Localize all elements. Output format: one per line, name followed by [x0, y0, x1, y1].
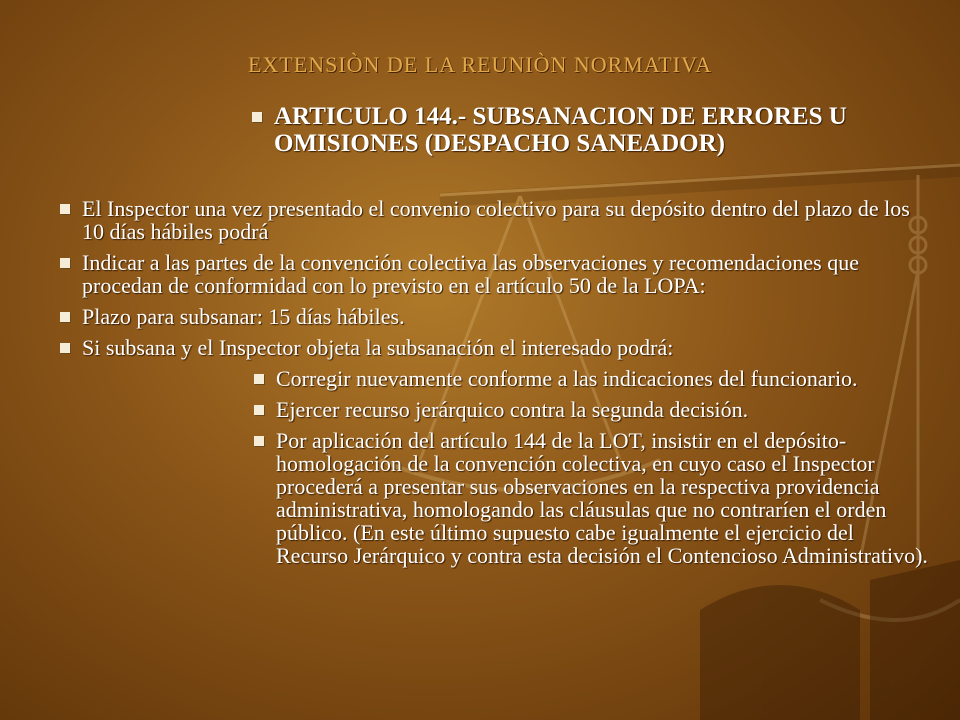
square-bullet-icon	[254, 374, 264, 384]
square-bullet-icon	[60, 343, 70, 353]
list-item-text: Plazo para subsanar: 15 días hábiles.	[82, 304, 405, 329]
square-bullet-icon	[60, 204, 70, 214]
list-item-text: Si subsana y el Inspector objeta la subsanación el interesado podrá:	[82, 335, 674, 360]
sub-list-item	[252, 398, 928, 421]
square-bullet-icon	[254, 405, 264, 415]
sub-list-item	[252, 429, 928, 567]
square-bullet-icon	[60, 258, 70, 268]
list-item-text: El Inspector una vez presentado el convenio colectivo para su depósito dentro del plazo de los 10 días hábiles podrá	[82, 196, 910, 244]
square-bullet-icon	[60, 312, 70, 322]
square-bullet-icon	[252, 112, 262, 122]
sub-list-item-text: Ejercer recurso jerárquico contra la segunda decisión.	[276, 397, 749, 422]
section-heading	[250, 103, 930, 157]
list-item	[58, 305, 928, 328]
heading-text: ARTICULO 144.- SUBSANACION DE ERRORES U OMISIONES (DESPACHO SANEADOR)	[274, 103, 847, 157]
list-item-text: Indicar a las partes de la convención colectiva las observaciones y recomendaciones que procedan de conformidad con lo previsto en el artículo 50 de la LOPA:	[82, 250, 859, 298]
list-item	[58, 197, 928, 243]
square-bullet-icon	[254, 436, 264, 446]
sub-list-item-text: Corregir nuevamente conforme a las indicaciones del funcionario.	[276, 366, 858, 391]
sub-list-item-text: Por aplicación del artículo 144 de la LOT, insistir en el depósito-homologación de la convención colectiva, en cuyo caso el Inspector procederá a presentar sus observaciones en la respectiva providencia administrativa, homologando las cláusulas que no contraríen el orden público. (En este último supuesto cabe igualmente el ejercicio del Recurso Jerárquico y contra esta decisión el Contencioso Administrativo).	[276, 428, 928, 568]
sub-list-item	[252, 367, 928, 390]
list-item	[58, 336, 928, 359]
slide-title: EXTENSIÒN DE LA REUNIÒN NORMATIVA	[247, 52, 713, 77]
list-item	[58, 251, 928, 297]
bullet-list	[58, 197, 928, 575]
